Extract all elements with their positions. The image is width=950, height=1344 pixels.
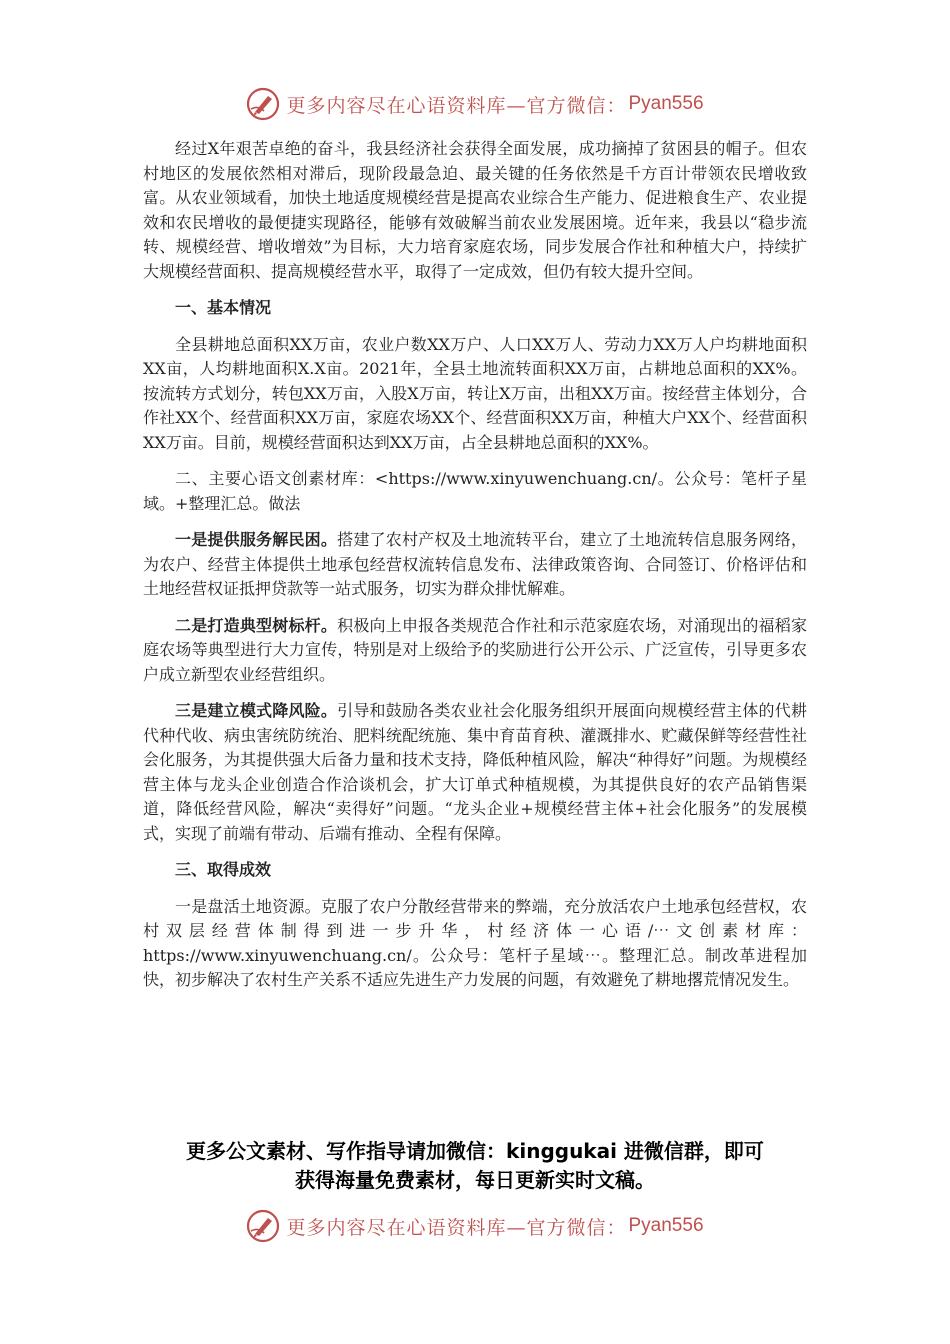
pen-logo-icon <box>246 87 280 121</box>
item-3-lead: 三是建立模式降风险。 <box>175 701 338 720</box>
section-3-heading: 三、取得成效 <box>175 860 272 879</box>
section-2-heading: 二、主要心语文创素材库：<https://www.xinyuwenchuang.cn/。公众号：笔杆子星域。+整理汇总。做法 <box>143 469 807 513</box>
article-body <box>143 137 807 1005</box>
item-3-text: 引导和鼓励各类农业社会化服务组织开展面向规模经营主体的代耕代种代收、病虫害统防统治、肥料统配统施、集中育苗育秧、灌溉排水、贮藏保鲜等经营性社会化服务，为其提供强大后备力量和技术支持，降低种植风险，解决“种得好”问题。为规模经营主体与龙头企业创造合作洽谈机会，扩大订单式种植规模，为其提供良好的农产品销售渠道，降低经营风险，解决“卖得好”问题。“龙头企业+规模经营主体+社会化服务”的发展模式，实现了前端有带动、后端有推动、全程有保障。 <box>143 701 807 843</box>
section-3-paragraph: 一是盘活土地资源。克服了农户分散经营带来的弊端，充分放活农户土地承包经营权，农村双层经营体制得到进一步升华，村经济体一心语/⋯文创素材库：https://www.xinyuwenchuang.cn/。公众号：笔杆子星域⋯。整理汇总。制改革进程加快，初步解决了农村生产关系不适应先进生产力发展的问题，有效避免了耕地撂荒情况发生。 <box>143 896 807 989</box>
banner-text: 更多内容尽在心语资料库—官方微信： <box>286 94 627 117</box>
item-1-lead: 一是提供服务解民困。 <box>175 530 338 549</box>
section-2-item-2 <box>143 614 807 688</box>
top-watermark-banner <box>0 84 950 124</box>
section-2-item-3 <box>143 699 807 846</box>
promo-line-1: 更多公文素材、写作指导请加微信：kinggukai 进微信群，即可 <box>186 1139 764 1163</box>
section-2-item-1 <box>143 528 807 602</box>
promo-line-2: 获得海量免费素材，每日更新实时文稿。 <box>295 1168 655 1192</box>
section-1-paragraph: 全县耕地总面积XX万亩，农业户数XX万户、人口XX万人、劳动力XX万人户均耕地面积XX亩，人均耕地面积X.X亩。2021年，全县土地流转面积XX万亩，占耕地总面积的XX%。按流转方式划分，转包XX万亩，入股X万亩，转让X万亩，出租XX万亩。按经营主体划分，合作社XX个、经营面积XX万亩，家庭农场XX个、经营面积XX万亩，种植大户XX个、经营面积XX万亩。目前，规模经营面积达到XX万亩，占全县耕地总面积的XX%。 <box>143 334 807 452</box>
intro-paragraph: 经过X年艰苦卓绝的奋斗，我县经济社会获得全面发展，成功摘掉了贫困县的帽子。但农村地区的发展依然相对滞后，现阶段最急迫、最关键的任务依然是千方百计带领农民增收致富。从农业领域看，加快土地适度规模经营是提高农业综合生产能力、促进粮食生产、农业提效和农民增收的最便捷实现路径，能够有效破解当前农业发展困境。近年来，我县以“稳步流转、规模经营、增收增效”为目标，大力培育家庭农场，同步发展合作社和种植大户，持续扩大规模经营面积、提高规模经营水平，取得了一定成效，但仍有较大提升空间。 <box>143 139 807 281</box>
item-1-text: 搭建了农村产权及土地流转平台，建立了土地流转信息服务网络，为农户、经营主体提供土地承包经营权流转信息发布、法律政策咨询、合同签订、价格评估和土地经营权证抵押贷款等一站式服务，切实为群众排忧解难。 <box>143 530 807 598</box>
promo-notice <box>120 1137 830 1195</box>
banner-wechat-id: Pyan556 <box>628 1215 704 1236</box>
item-2-lead: 二是打造典型树标杆。 <box>175 615 338 635</box>
item-2-text: 积极向上申报各类规范合作社和示范家庭农场，对涌现出的福稻家庭农场等典型进行大力宣传，特别是对上级给予的奖励进行公开公示、广泛宣传，引导更多农户成立新型农业经营组织。 <box>143 615 807 684</box>
bottom-watermark-banner <box>0 1206 950 1246</box>
banner-text: 更多内容尽在心语资料库—官方微信： <box>286 1216 627 1239</box>
pen-logo-icon <box>246 1209 280 1243</box>
section-1-heading: 一、基本情况 <box>175 298 272 317</box>
banner-wechat-id: Pyan556 <box>628 93 704 114</box>
